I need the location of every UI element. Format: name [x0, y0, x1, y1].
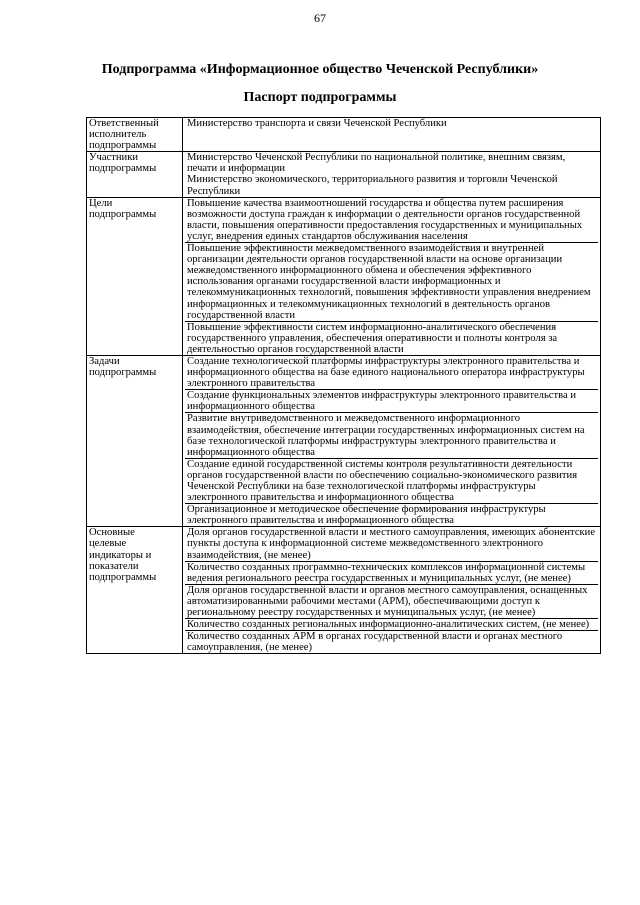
row-value-item: Развитие внутриведомственного и межведомственного информационного взаимодействия, обеспечение интеграции государственных информационных систем на базе технологической платформы инфраструктуры электронного правительства и информационного общества	[185, 412, 598, 457]
row-value-item: Доля органов государственной власти и органов местного самоуправления, оснащенных автоматизированными рабочими местами (АРМ), обеспечивающими доступ к региональному реестру государственных и муниципальных услуг, (не менее)	[185, 584, 598, 618]
row-value-item: Повышение качества взаимоотношений государства и общества путем расширения возможности доступа граждан к информации о деятельности органов государственной власти, повышения оперативности предоставления государственных и муниципальных услуг, внедрения единых стандартов обслуживания населения	[187, 197, 583, 242]
row-values	[183, 152, 601, 197]
table-row	[87, 355, 601, 526]
row-value-item: Повышение эффективности систем информационно-аналитического обеспечения государственного управления, обеспечения оперативности и полноты контроля за деятельностью органов государственной власти	[185, 321, 598, 355]
row-value-item: Повышение эффективности межведомственного взаимодействия и внутренней организации деятельности органов государственной власти на основе организации межведомственного информационного обмена и обеспечения эффективного использования органами государственной власти информационных и телекоммуникационных технологий, повышения эффективности управления внедрением информационных и телекоммуникационных технологий в деятельность органов государственной власти	[185, 242, 598, 321]
table-row	[87, 118, 601, 152]
row-value-item: Количество созданных региональных информационно-аналитических систем, (не менее)	[185, 618, 598, 630]
row-value-item: Количество созданных программно-технических комплексов информационной системы ведения регионального реестра государственных и муниципальных услуг, (не менее)	[185, 561, 598, 584]
row-value-item: Создание единой государственной системы контроля результативности деятельности органов государственной власти по обеспечению социально-экономического развития Чеченской Республики на базе технологической платформы инфраструктуры электронного правительства и информационного общества	[185, 458, 598, 503]
row-values	[183, 355, 601, 526]
row-label: Участники подпрограммы	[87, 152, 183, 197]
row-label: Ответственный исполнитель подпрограммы	[87, 118, 183, 152]
page-number: 67	[314, 11, 326, 25]
table-row	[87, 197, 601, 355]
row-values	[183, 527, 601, 654]
row-label: Основные целевые индикаторы и показатели подпрограммы	[87, 527, 183, 654]
row-value-item: Количество созданных АРМ в органах государственной власти и органах местного самоуправления, (не менее)	[185, 630, 598, 653]
table-row	[87, 527, 601, 654]
row-values	[183, 197, 601, 355]
row-value-item: Создание функциональных элементов инфраструктуры электронного правительства и информационного общества	[185, 389, 598, 412]
row-label: Цели подпрограммы	[87, 197, 183, 355]
table-row	[87, 152, 601, 197]
row-label: Задачи подпрограммы	[87, 355, 183, 526]
page-subtitle: Паспорт подпрограммы	[243, 90, 397, 105]
row-value-item: Создание технологической платформы инфраструктуры электронного правительства и информационного общества на базе единого национального оператора инфраструктуры электронного правительства	[187, 355, 585, 390]
page-title: Подпрограмма «Информационное общество Чеченской Республики»	[101, 62, 539, 77]
passport-table	[86, 117, 601, 654]
row-value-item: Министерство транспорта и связи Чеченской Республики	[187, 118, 447, 129]
row-value-item: Организационное и методическое обеспечение формирования инфраструктуры электронного правительства и информационного общества	[185, 503, 598, 526]
row-value-item: Доля органов государственной власти и местного самоуправления, имеющих абонентские пункты доступа к информационной системе межведомственного электронного взаимодействия, (не менее)	[187, 527, 596, 561]
row-value-item: Министерство Чеченской Республики по национальной политике, внешним связям, печати и информации Министерство экономического, территориального развития и торговли Чеченской Республики	[187, 152, 566, 197]
row-values	[183, 118, 601, 152]
